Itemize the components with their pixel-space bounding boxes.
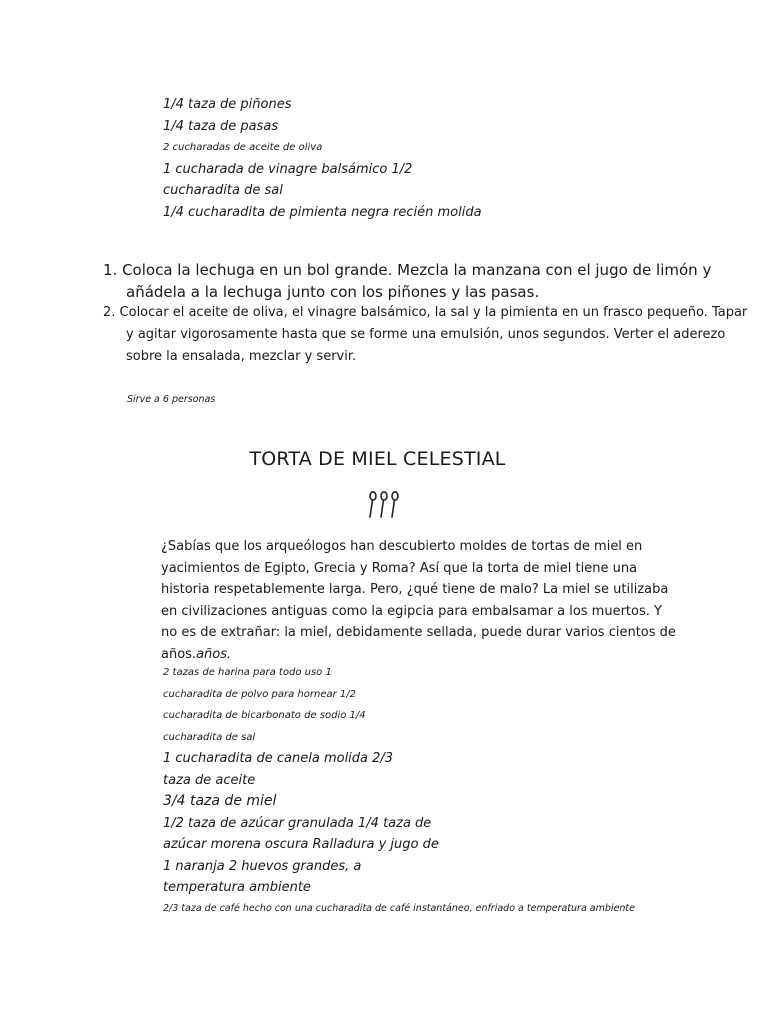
step-line: añádela a la lechuga junto con los piñones y las pasas. <box>126 283 540 301</box>
serves-note: Sirve a 6 personas <box>127 394 216 405</box>
ingredient-line: 1/4 taza de pasas <box>163 118 279 134</box>
spoons-icon <box>364 490 404 524</box>
salad-ingredient-list <box>163 94 482 223</box>
ingredient-line: 2 cucharadas de aceite de oliva <box>163 142 323 153</box>
step-line: sobre la ensalada, mezclar y servir. <box>126 349 357 364</box>
ingredient-line: 1/2 taza de azúcar granulada 1/4 taza de <box>163 815 432 831</box>
ingredient-line: 1/4 cucharadita de pimienta negra recién molida <box>163 204 482 220</box>
ingredient-line: 2 tazas de harina para todo uso 1 <box>163 667 332 678</box>
ingredient-line: cucharadita de polvo para hornear 1/2 <box>163 688 356 700</box>
ingredient-line: cucharadita de sal <box>163 183 283 198</box>
ingredient-line: cucharadita de bicarbonato de sodio 1/4 <box>163 710 366 721</box>
intro-tail: años. <box>196 646 232 662</box>
ingredient-line: taza de aceite <box>163 772 256 788</box>
step-line: 1. Coloca la lechuga en un bol grande. Mezcla la manzana con el jugo de limón y <box>103 261 712 279</box>
step-line: 2. Colocar el aceite de oliva, el vinagre balsámico, la sal y la pimienta en un frasco pequeño. Tapar <box>103 305 748 320</box>
ingredient-line: cucharadita de sal <box>163 731 256 743</box>
salad-step-1 <box>103 259 711 303</box>
ingredient-line: azúcar morena oscura Ralladura y jugo de <box>163 837 439 852</box>
ingredient-line: temperatura ambiente <box>163 880 311 895</box>
ingredient-line: 1/4 taza de piñones <box>163 97 292 112</box>
ingredient-line: 3/4 taza de miel <box>163 793 277 809</box>
ingredient-line: 1 naranja 2 huevos grandes, a <box>163 858 362 874</box>
salad-step-2 <box>103 302 747 368</box>
recipe-title: TORTA DE MIEL CELESTIAL <box>249 448 506 470</box>
ingredient-line: 2/3 taza de café hecho con una cucharadita de café instantáneo, enfriado a temperatura ambiente <box>163 902 635 914</box>
ingredient-line: 1 cucharada de vinagre balsámico 1/2 <box>163 161 413 177</box>
step-line: y agitar vigorosamente hasta que se forme una emulsión, unos segundos. Verter el aderezo <box>126 327 726 342</box>
cake-ingredient-list <box>163 662 635 919</box>
recipe-intro <box>161 536 681 665</box>
intro-text: ¿Sabías que los arqueólogos han descubierto moldes de tortas de miel en yacimientos de Egipto, Grecia y Roma? Así que la torta de miel tiene una historia respetablemente larga. Pero, ¿qué tiene de malo? La miel se utilizaba en civilizaciones antiguas como la egipcia para embalsamar a los muertos. Y no es de extrañar: la miel, debidamente sellada, puede durar varios cientos de años. <box>161 539 676 662</box>
ingredient-line: 1 cucharadita de canela molida 2/3 <box>163 751 394 766</box>
